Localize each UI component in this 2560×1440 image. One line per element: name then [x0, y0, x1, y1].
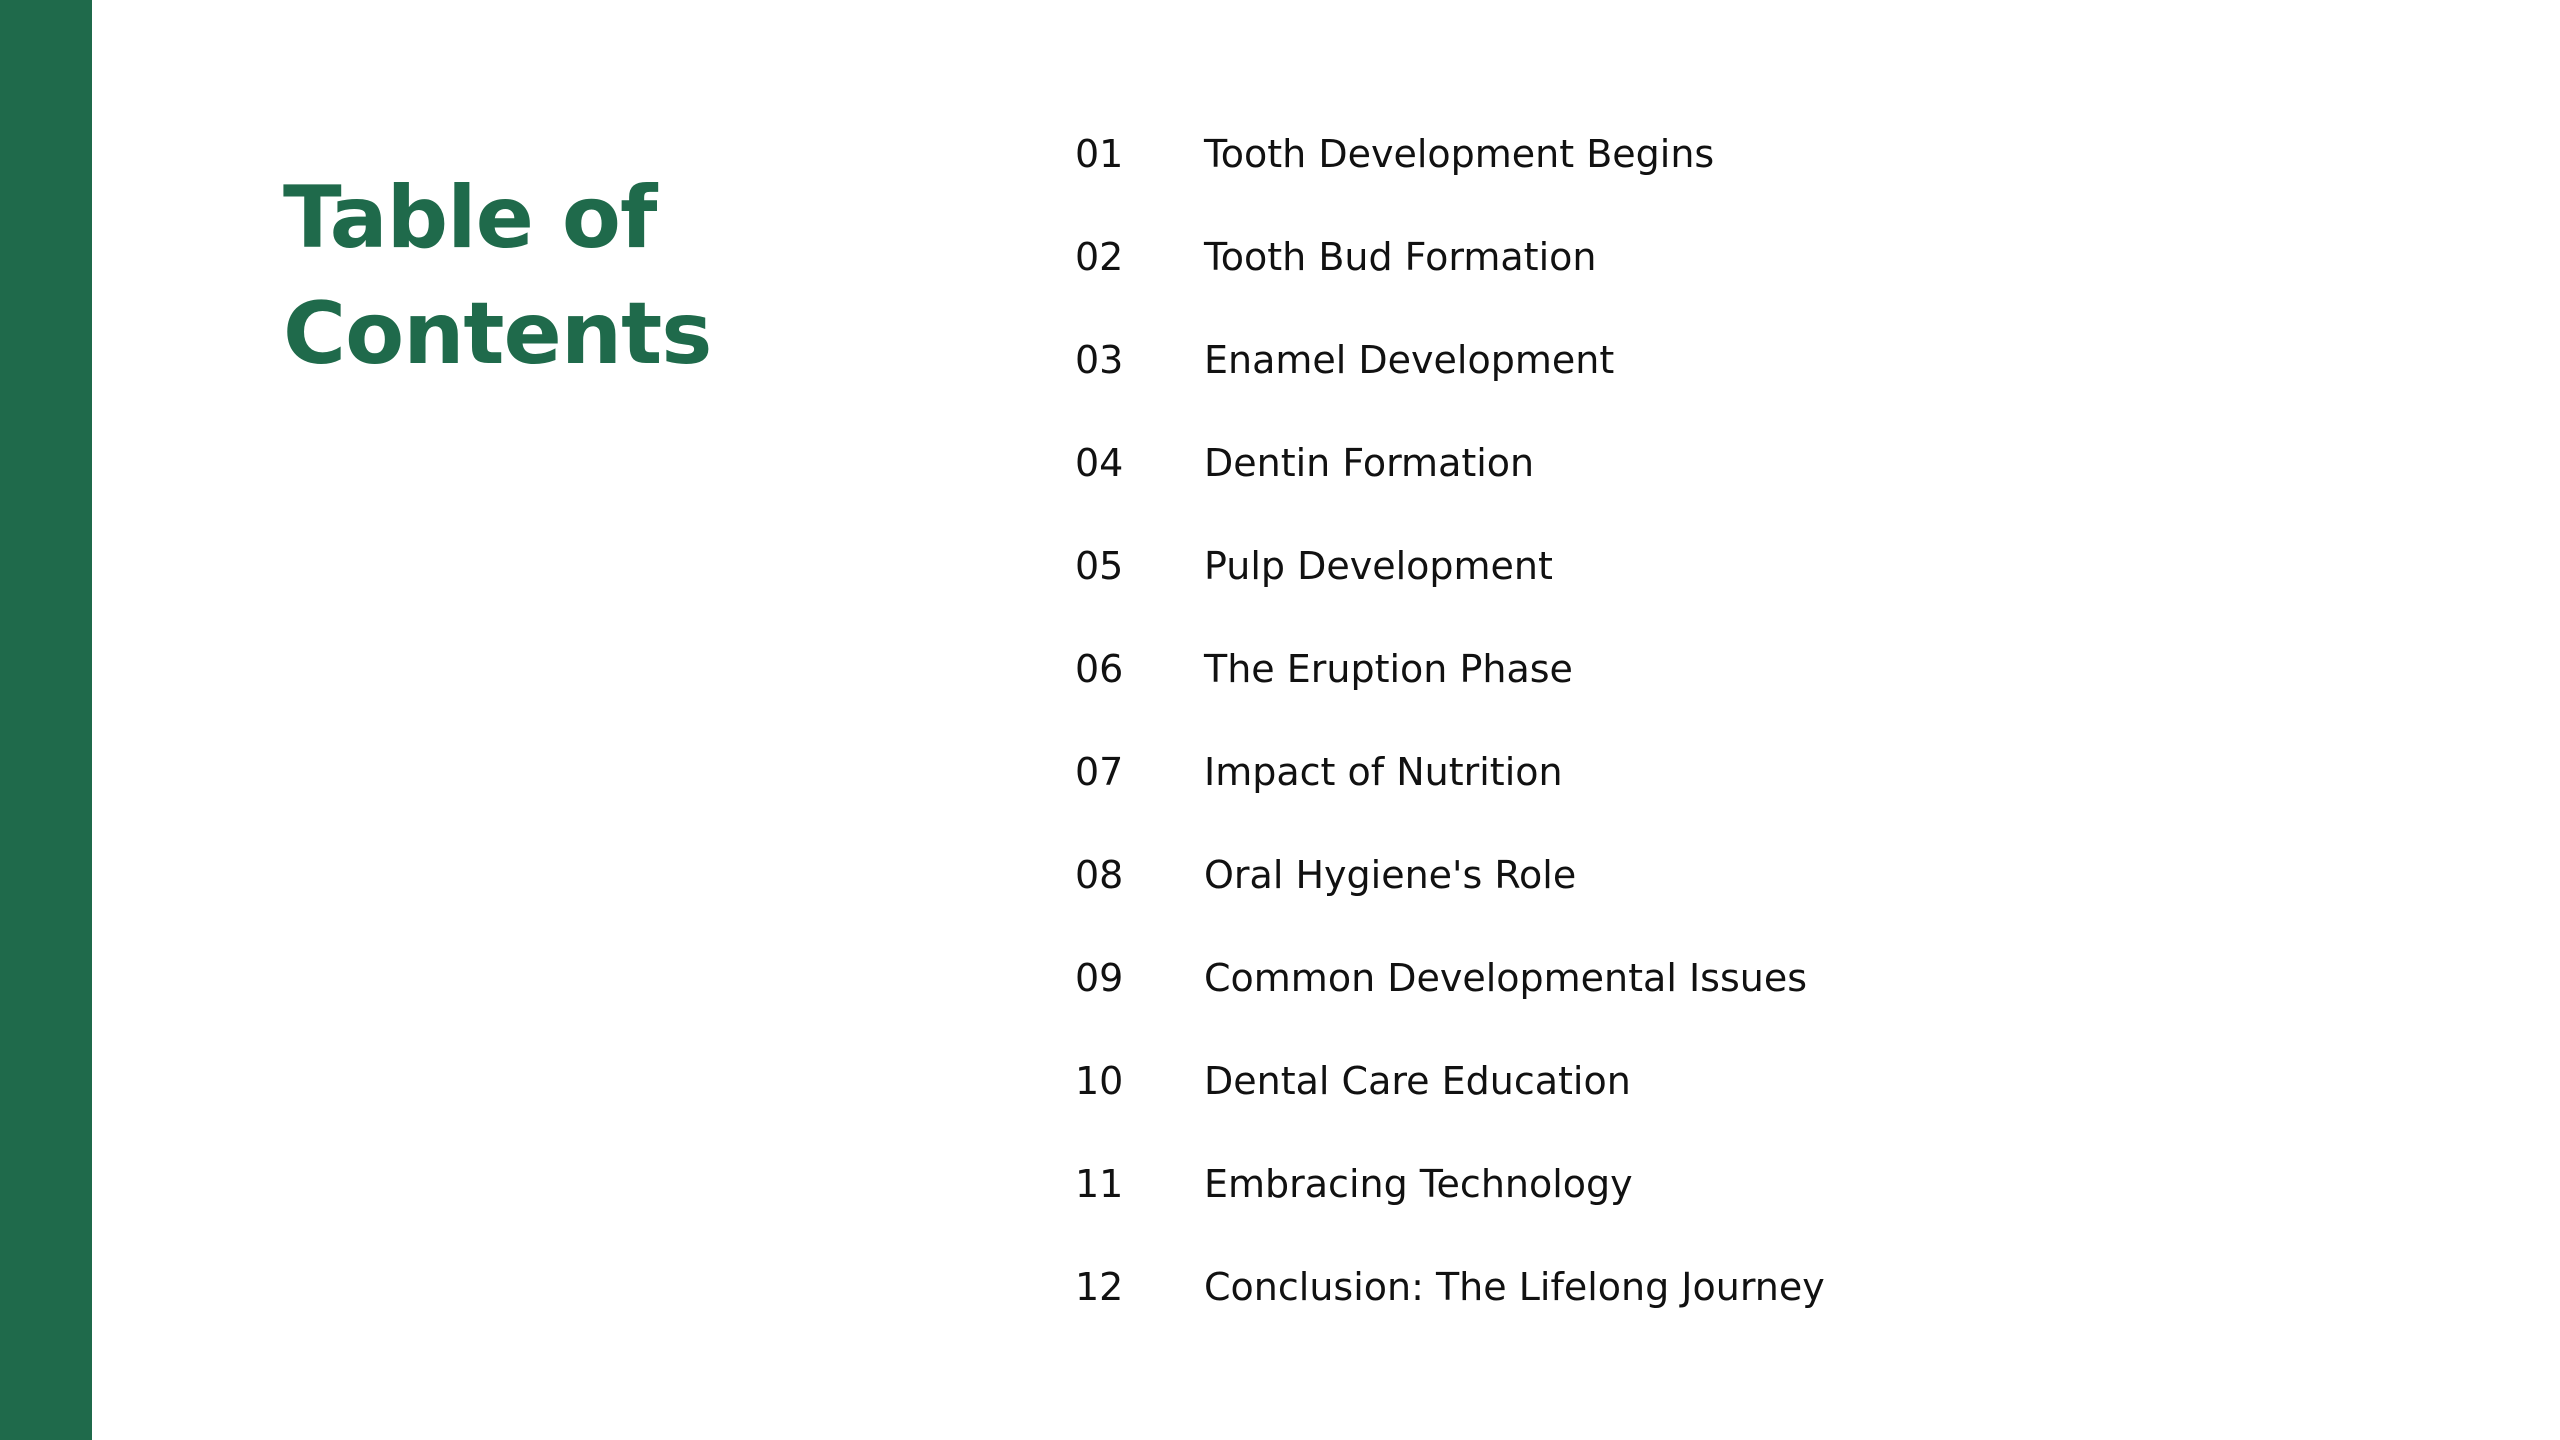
toc-item-label: Embracing Technology [1204, 1162, 1633, 1206]
toc-item [1075, 325, 2375, 395]
toc-item-label: The Eruption Phase [1204, 647, 1573, 691]
toc-item [1075, 119, 2375, 189]
toc-item [1075, 840, 2375, 910]
toc-item-label: Dentin Formation [1204, 441, 1535, 485]
toc-item-label: Impact of Nutrition [1204, 750, 1563, 794]
toc-item [1075, 737, 2375, 807]
toc-item-label: Pulp Development [1204, 544, 1553, 588]
toc-item-number: 04 [1075, 441, 1124, 485]
toc-item [1075, 1046, 2375, 1116]
toc-item-label: Tooth Development Begins [1204, 132, 1715, 176]
page-title-line-2: Contents [283, 284, 712, 384]
toc-item-label: Enamel Development [1204, 338, 1615, 382]
toc-item [1075, 531, 2375, 601]
toc-item-number: 07 [1075, 750, 1124, 794]
toc-item-label: Common Developmental Issues [1204, 956, 1808, 1000]
toc-item-number: 12 [1075, 1265, 1124, 1309]
toc-item-label: Oral Hygiene's Role [1204, 853, 1577, 897]
toc-item [1075, 634, 2375, 704]
accent-bar [0, 0, 92, 1440]
toc-item [1075, 222, 2375, 292]
toc-item-number: 10 [1075, 1059, 1124, 1103]
toc-item [1075, 1149, 2375, 1219]
toc-item-number: 11 [1075, 1162, 1124, 1206]
toc-item-label: Tooth Bud Formation [1204, 235, 1597, 279]
page-title [283, 160, 983, 392]
toc-item [1075, 943, 2375, 1013]
toc-item-number: 06 [1075, 647, 1124, 691]
toc-item-label: Conclusion: The Lifelong Journey [1204, 1265, 1825, 1309]
toc-item-number: 08 [1075, 853, 1124, 897]
toc-item-number: 01 [1075, 132, 1124, 176]
toc-item-label: Dental Care Education [1204, 1059, 1631, 1103]
toc-item-number: 09 [1075, 956, 1124, 1000]
page-title-line-1: Table of [283, 168, 657, 268]
toc-item [1075, 428, 2375, 498]
toc-item-number: 03 [1075, 338, 1124, 382]
toc-item-number: 05 [1075, 544, 1124, 588]
toc-item [1075, 1252, 2375, 1322]
toc-item-number: 02 [1075, 235, 1124, 279]
